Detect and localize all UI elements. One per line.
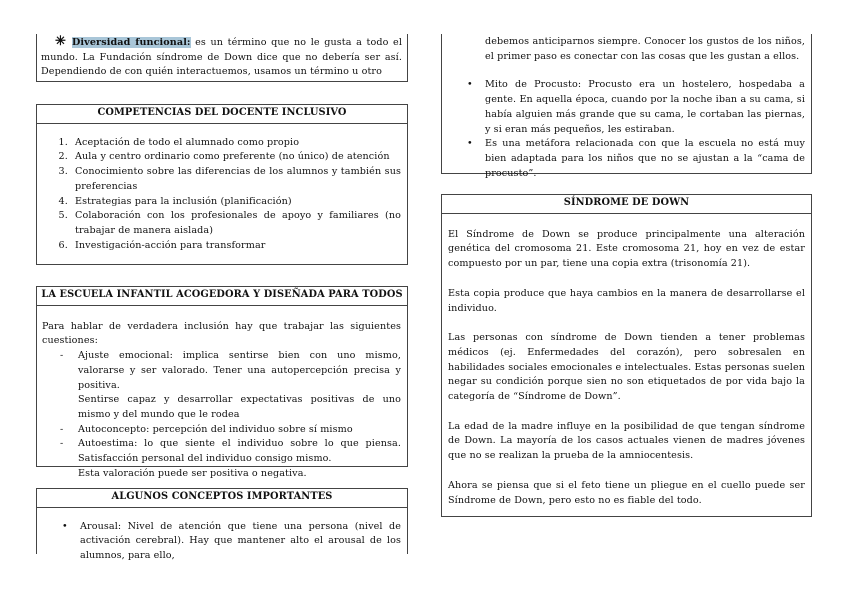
- competencias-item: 2. Aula y centro ordinario como preferente (no único) de atención: [71, 150, 401, 165]
- down-box: [441, 194, 812, 517]
- competencias-item: 5. Colaboración con los profesionales de apoyo y familiares (no trabajar de manera aislada): [71, 209, 401, 238]
- diversidad-text: es un término que no le gusta a todo el mundo. La Fundación síndrome de Down dice que no debería ser así. Dependiendo de con quién interactuemos, usamos un término u otro: [41, 37, 402, 78]
- down-paragraph: Esta copia produce que haya cambios en la manera de desarrollarse el individuo.: [448, 287, 805, 314]
- escuela-item: - Autoestima: lo que siente el individuo sobre lo que piensa. Satisfacción personal del individuo consigo mismo.: [60, 438, 401, 465]
- escuela-item: - Ajuste emocional: implica sentirse bien con uno mismo, valorarse y ser valorado. Tener una autopercepción precisa y positiva.: [60, 350, 401, 391]
- escuela-item-extra: Esta valoración puede ser positiva o negativa.: [78, 467, 307, 479]
- competencias-item: 4. Estrategias para la inclusión (planificación): [71, 195, 401, 210]
- competencias-box: [36, 104, 408, 265]
- escuela-item: - Autoconcepto: percepción del individuo sobre sí mismo: [42, 423, 401, 438]
- down-paragraph: La edad de la madre influye en la posibilidad de que tengan síndrome de Down. La mayoría de los casos actuales vienen de madres jóvenes que no se realizan la prueba de la amniocentesis.: [448, 420, 805, 462]
- competencias-item: 6. Investigación-acción para transformar: [71, 239, 401, 254]
- competencias-list: [37, 136, 407, 254]
- escuela-item-extra: Sentirse capaz y desarrollar expectativas positivas de uno mismo y del mundo que le rodea: [78, 394, 401, 420]
- conceptos-title: ALGUNOS CONCEPTOS IMPORTANTES: [37, 489, 407, 508]
- continuacion-item: • Mito de Procusto: Procusto era un hostelero, hospedaba a gente. En aquella época, cuando por la noche iban a su cama, si había alguien más grande que su cama, le cortaban las piernas, y si eran más pequeños, les estiraban.: [467, 79, 805, 135]
- continuacion-text: debemos anticiparnos siempre. Conocer los gustos de los niños, el primer paso es conectar con las cosas que les gustan a ellos.: [485, 36, 805, 62]
- down-paragraph: El Síndrome de Down se produce principalmente una alteración genética del cromosoma 21. Este cromosoma 21, hoy en vez de estar compuesto por un par, tiene una copia extra (trisonomía 21).: [448, 228, 805, 270]
- escuela-box: [36, 286, 408, 479]
- down-paragraph: Las personas con síndrome de Down tienden a tener problemas médicos (ej. Enfermedades del corazón), pero sobresalen en habilidades sociales emocionales e intelectuales. Estas personas suelen negar su condición porque sien no son etiquetados de por vida bajo la categoría de “Síndrome de Down”.: [448, 332, 805, 403]
- competencias-item: 1. Aceptación de todo el alumnado como propio: [71, 136, 401, 151]
- continuacion-item: • Es una metáfora relacionada con que la escuela no está muy bien adaptada para los niños que no se ajustan a la “cama de procusto”.: [467, 138, 805, 179]
- dash-bullet-icon: -: [60, 423, 64, 435]
- star-bullet-icon: ✳: [55, 34, 66, 49]
- bullet-icon: •: [62, 520, 68, 532]
- dash-bullet-icon: -: [60, 350, 64, 362]
- bullet-icon: •: [467, 138, 473, 150]
- conceptos-box: [36, 488, 408, 562]
- down-paragraph: Ahora se piensa que si el feto tiene un pliegue en el cuello puede ser Síndrome de Down, pero esto no es fiable del todo.: [448, 479, 805, 506]
- down-title: SÍNDROME DE DOWN: [442, 195, 811, 214]
- escuela-title: LA ESCUELA INFANTIL ACOGEDORA Y DISEÑADA PARA TODOS: [37, 287, 407, 306]
- escuela-intro: Para hablar de verdadera inclusión hay que trabajar las siguientes cuestiones:: [42, 320, 401, 347]
- conceptos-item: • Arousal: Nivel de atención que tiene una persona (nivel de activación cerebral). Hay que mantener alto el arousal de los alumnos, para ello,: [62, 520, 401, 562]
- diversidad-box: [36, 34, 408, 82]
- diversidad-term: Diversidad funcional:: [72, 37, 191, 48]
- bullet-icon: •: [467, 79, 473, 91]
- continuacion-box: [441, 34, 812, 179]
- competencias-title: COMPETENCIAS DEL DOCENTE INCLUSIVO: [37, 105, 407, 124]
- dash-bullet-icon: -: [60, 438, 64, 450]
- competencias-item: 3. Conocimiento sobre las diferencias de los alumnos y también sus preferencias: [71, 165, 401, 194]
